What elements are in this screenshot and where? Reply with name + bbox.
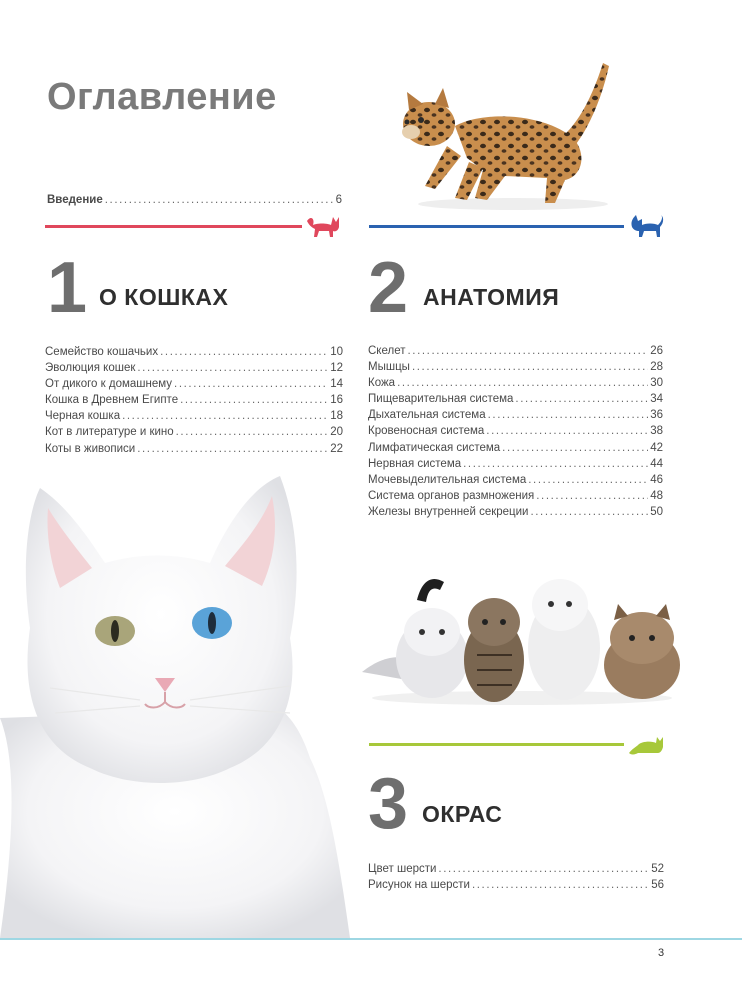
- item-label: От дикого к домашнему: [45, 378, 173, 391]
- leader-dots: [407, 343, 648, 359]
- toc-intro-label: Введение: [47, 194, 103, 206]
- section-2-number: 2: [368, 248, 409, 328]
- list-item[interactable]: [45, 408, 343, 424]
- item-page: 38: [650, 425, 663, 438]
- list-item[interactable]: [368, 391, 663, 407]
- item-label: Кот в литературе и кино: [45, 426, 174, 439]
- bengal-kitten-image: [395, 58, 635, 213]
- leader-dots: [137, 360, 328, 376]
- item-label: Рисунок на шерсти: [368, 879, 470, 892]
- toc-intro-entry[interactable]: [47, 192, 342, 208]
- list-item[interactable]: [368, 488, 663, 504]
- section-2-list: [368, 343, 663, 520]
- item-label: Цвет шерсти: [368, 863, 437, 875]
- item-label: Семейство кошачьих: [45, 346, 159, 358]
- item-page: 18: [330, 410, 343, 423]
- list-item[interactable]: [45, 441, 343, 457]
- section-1-list: [45, 344, 343, 457]
- item-page: 34: [650, 393, 663, 406]
- section-1-title: О КОШКАХ: [99, 284, 229, 310]
- item-label: Кровеносная система: [368, 425, 485, 438]
- item-page: 56: [651, 879, 664, 892]
- item-page: 42: [650, 441, 663, 454]
- section-2-title: АНАТОМИЯ: [423, 284, 560, 310]
- list-item[interactable]: [368, 877, 664, 893]
- list-item[interactable]: [45, 360, 343, 376]
- item-label: Система органов размножения: [368, 489, 535, 502]
- item-page: 50: [650, 505, 663, 518]
- item-page: 12: [330, 362, 343, 375]
- page-title: Оглавление: [47, 76, 277, 118]
- item-label: Нервная система: [368, 457, 462, 470]
- section-3-list: [368, 861, 664, 893]
- item-page: 52: [651, 863, 664, 875]
- item-label: Кошка в Древнем Египте: [45, 394, 179, 407]
- section-1-number: 1: [47, 248, 88, 328]
- leader-dots: [438, 861, 649, 877]
- section-3-divider: [369, 743, 624, 746]
- white-cat-image: [0, 468, 350, 938]
- leader-dots: [397, 375, 648, 391]
- leader-dots: [515, 391, 648, 407]
- kittens-image: [352, 560, 687, 710]
- list-item[interactable]: [45, 424, 343, 440]
- list-item[interactable]: [368, 456, 663, 472]
- item-page: 22: [330, 442, 343, 455]
- item-page: 30: [650, 377, 663, 390]
- item-label: Дыхательная система: [368, 409, 486, 422]
- footer-rule: [0, 938, 742, 940]
- leader-dots: [463, 456, 648, 472]
- leader-dots: [528, 472, 648, 488]
- leader-dots: [530, 504, 648, 520]
- leader-dots: [105, 192, 334, 208]
- item-page: 14: [330, 378, 343, 391]
- leader-dots: [502, 440, 648, 456]
- list-item[interactable]: [368, 504, 663, 520]
- item-label: Мочевыделительная система: [368, 473, 527, 486]
- list-item[interactable]: [45, 392, 343, 408]
- item-page: 20: [330, 426, 343, 439]
- item-label: Железы внутренней секреции: [368, 505, 529, 518]
- item-label: Скелет: [368, 345, 406, 357]
- section-3-number: 3: [368, 764, 409, 844]
- toc-intro-page: 6: [335, 194, 342, 206]
- item-page: 48: [650, 489, 663, 502]
- item-label: Кожа: [368, 377, 396, 390]
- leader-dots: [412, 359, 648, 375]
- list-item[interactable]: [368, 440, 663, 456]
- item-page: 44: [650, 457, 663, 470]
- list-item[interactable]: [368, 407, 663, 423]
- cat-silhouette-icon: [628, 731, 664, 757]
- item-page: 36: [650, 409, 663, 422]
- leader-dots: [176, 424, 329, 440]
- leader-dots: [174, 376, 328, 392]
- item-label: Коты в живописи: [45, 442, 136, 455]
- list-item[interactable]: [368, 423, 663, 439]
- list-item[interactable]: [368, 343, 663, 359]
- item-label: Лимфатическая система: [368, 441, 501, 454]
- item-page: 16: [330, 394, 343, 407]
- item-label: Мышцы: [368, 361, 410, 374]
- leader-dots: [488, 407, 649, 423]
- leader-dots: [137, 441, 328, 457]
- section-2-divider: [369, 225, 624, 228]
- item-label: Пищеварительная система: [368, 393, 514, 406]
- list-item[interactable]: [368, 375, 663, 391]
- item-page: 26: [650, 345, 663, 357]
- leader-dots: [180, 392, 328, 408]
- leader-dots: [472, 877, 649, 893]
- leader-dots: [122, 408, 328, 424]
- section-3-title: ОКРАС: [422, 801, 503, 827]
- leader-dots: [160, 344, 328, 360]
- page-number: 3: [658, 947, 665, 959]
- list-item[interactable]: [368, 861, 664, 877]
- leader-dots: [536, 488, 648, 504]
- item-page: 28: [650, 361, 663, 374]
- list-item[interactable]: [45, 344, 343, 360]
- leader-dots: [486, 423, 648, 439]
- section-1-divider: [45, 225, 302, 228]
- list-item[interactable]: [368, 359, 663, 375]
- item-label: Эволюция кошек: [45, 362, 136, 375]
- cat-silhouette-icon: [305, 213, 341, 239]
- list-item[interactable]: [45, 376, 343, 392]
- item-label: Черная кошка: [45, 410, 121, 423]
- item-page: 46: [650, 473, 663, 486]
- list-item[interactable]: [368, 472, 663, 488]
- item-page: 10: [330, 346, 343, 358]
- cat-silhouette-icon: [628, 213, 664, 239]
